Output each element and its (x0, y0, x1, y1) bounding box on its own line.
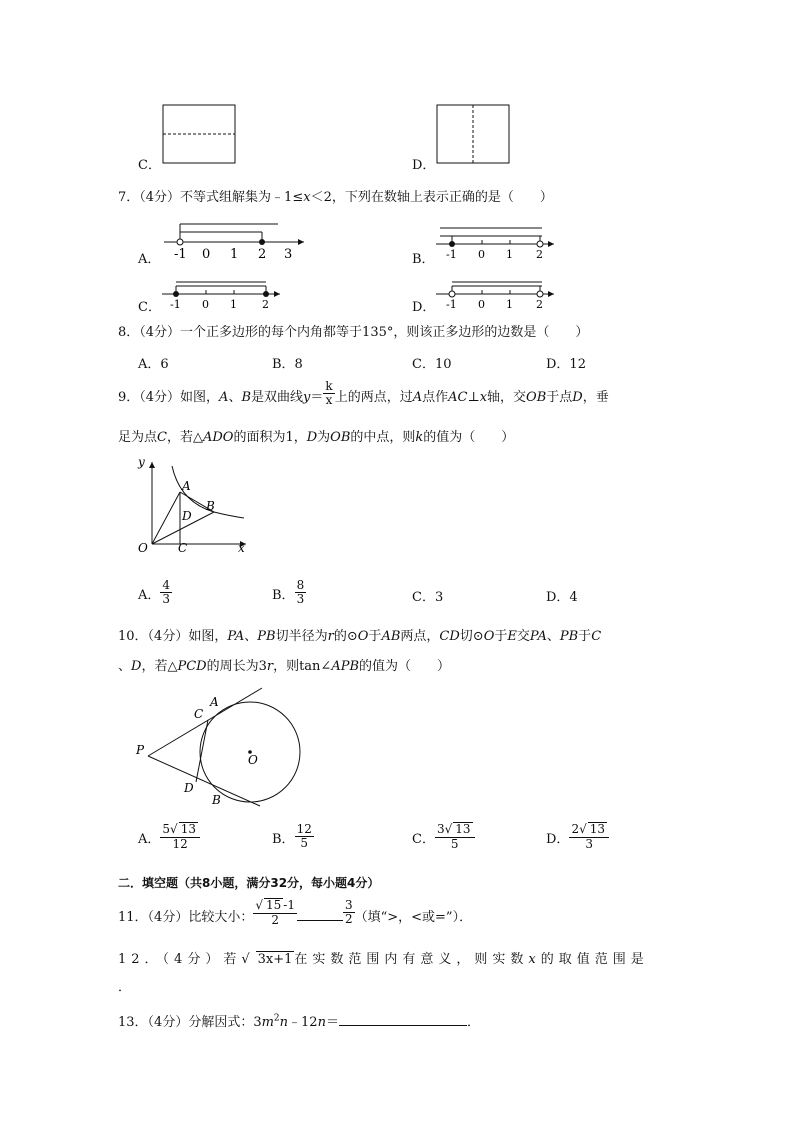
q10-option-a: A． $\frac{5√ 13}{12}$ (138, 828, 200, 851)
q9-option-c: C．3 (412, 590, 444, 605)
tick: 0 (478, 248, 485, 261)
q10-option-c: C． $\frac{3√ 13}{5}$ (412, 828, 475, 851)
q7-option-b-label: B． (412, 252, 435, 267)
fig-label: O (248, 753, 258, 767)
q9-option-d: D．4 (546, 590, 578, 605)
tick: 3 (284, 247, 293, 262)
tick: -1 (446, 298, 457, 311)
q9-figure-hyperbola (134, 452, 252, 556)
tick: 2 (262, 298, 269, 311)
q6-option-c-label: C． (138, 158, 161, 173)
fig-label: y (138, 455, 145, 469)
tick: 0 (202, 298, 209, 311)
q7-option-a-label: A． (138, 252, 161, 267)
q7-option-c-label: C． (138, 300, 161, 315)
tick: 2 (258, 247, 267, 262)
tick: -1 (446, 248, 457, 261)
q8-option-d: D．12 (546, 357, 586, 372)
fig-label: O (138, 541, 148, 555)
q7-option-b-numberline (432, 222, 558, 262)
q9-stem-line2: 足为点C，若△ADO的面积为1，D为OB的中点，则k的值为（ ） (118, 430, 515, 445)
q10-option-b: B． $\frac{12}{5}$ (272, 821, 312, 850)
fig-label: A (182, 479, 191, 493)
tick: 1 (506, 248, 513, 261)
fig-label: D (182, 509, 192, 523)
q10-stem-line1: 10．（4分）如图，PA、PB切半径为r的⊙O于AB两点，CD切⊙O于E交PA、PB于C (118, 629, 602, 644)
q13-answer-blank[interactable] (339, 1025, 467, 1026)
tick: 2 (536, 248, 543, 261)
q10-stem-line2: 、D，若△PCD的周长为3r，则tan∠APB的值为（ ） (118, 659, 451, 674)
q9-option-a: A． $\frac{4}{3}$ (138, 577, 171, 606)
q12-stem: 12．（4分）若√ 3x+1 在实数范围内有意义，则实数x的取值范围是 (118, 952, 649, 967)
q11-stem: 11．（4分）比较大小： $\frac{√ 15 -1}{2}$ $\frac{3}{2}$ （填“>，<或=”）． (118, 897, 473, 927)
q10-option-d: D． $\frac{2√ 13}{3}$ (546, 828, 609, 851)
q8-option-c: C．10 (412, 357, 452, 372)
q8-option-b: B．8 (272, 357, 303, 372)
q12-end: ． (118, 980, 132, 995)
fig-label: P (136, 743, 145, 757)
q9-stem-line1: 9．（4分）如图，A、B是双曲线y＝ $\frac{k}{x}$ 上的两点，过A点作AC⊥x轴，交OB于点D，垂 (118, 378, 609, 407)
fig-label: D (184, 781, 194, 795)
tick: 0 (478, 298, 485, 311)
q13-stem: 13．（4分）分解因式：$3m^2n﹣12n=$ ． (118, 1013, 480, 1030)
tick: 1 (230, 298, 237, 311)
fig-label: A (210, 695, 219, 709)
fig-label: C (178, 541, 188, 555)
q7-option-d-numberline (432, 276, 558, 312)
q7-stem: 7．（4分）不等式组解集为﹣1≤x＜2，下列在数轴上表示正确的是（ ） (118, 190, 553, 205)
q7-option-d-label: D． (412, 300, 436, 315)
q6-option-d-label: D． (412, 158, 436, 173)
fig-label: B (206, 499, 215, 513)
tick: 0 (202, 247, 211, 262)
q10-figure-circle-tangents (134, 684, 310, 810)
q8-stem: 8．（4分）一个正多边形的每个内角都等于135°，则该正多边形的边数是（ ） (118, 325, 589, 340)
q6-option-d-figure (436, 104, 512, 166)
fig-label: x (238, 541, 245, 555)
q7-option-a-numberline (158, 218, 308, 262)
fig-label: B (212, 793, 221, 807)
q6-option-c-figure (162, 104, 238, 166)
section-2-heading: 二．填空题（共8小题，满分32分，每小题4分） (118, 876, 380, 890)
tick: 1 (230, 247, 239, 262)
tick: -1 (174, 247, 187, 262)
q8-option-a: A．6 (138, 357, 169, 372)
q9-option-b: B． $\frac{8}{3}$ (272, 577, 305, 606)
fig-label: C (194, 707, 204, 721)
tick: 2 (536, 298, 543, 311)
tick: -1 (170, 298, 181, 311)
tick: 1 (506, 298, 513, 311)
q7-option-c-numberline (158, 276, 284, 312)
